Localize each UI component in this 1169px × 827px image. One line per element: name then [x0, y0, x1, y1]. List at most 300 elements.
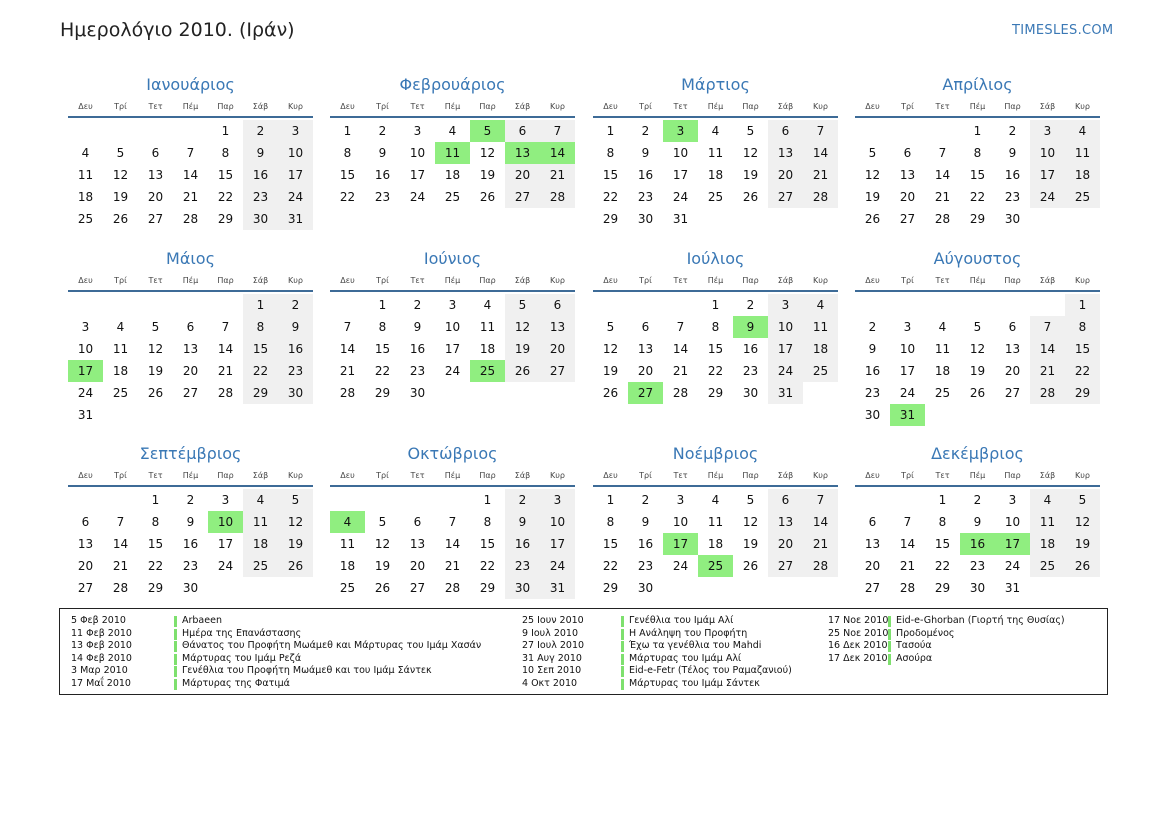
weekday-label: Παρ [742, 276, 759, 285]
holiday-marker [888, 654, 891, 665]
day-cell: 13 [1004, 342, 1021, 356]
day-cell: 29 [969, 212, 986, 226]
day-cell: 18 [339, 559, 356, 573]
holiday-name: Ασούρα [896, 652, 933, 664]
day-cell: 15 [602, 537, 619, 551]
holiday-name: Θάνατος του Προφήτη Μωάμεθ και Μάρτυρας του Ιμάμ Χασάν [182, 640, 482, 652]
day-cell: 4 [81, 146, 90, 160]
day-cell: 5 [505, 294, 540, 316]
day-cell: 19 [479, 168, 496, 182]
month-calendar [68, 247, 313, 426]
week-row [855, 294, 1100, 316]
weekday-header [330, 466, 575, 487]
day-cell: 7 [803, 120, 838, 142]
day-cell: 20 [409, 559, 426, 573]
empty-cell [68, 489, 103, 511]
day-cell: 25 [77, 212, 94, 226]
day-cell: 14 [339, 342, 356, 356]
empty-cell [103, 489, 138, 511]
holiday-date: 31 Αυγ 2010 [522, 652, 582, 664]
day-cell: 6 [641, 320, 650, 334]
day-cell: 26 [147, 386, 164, 400]
day-cell: 5 [868, 146, 877, 160]
day-cell: 6 [768, 120, 803, 142]
holiday-marker [621, 629, 624, 640]
weekday-label: Σάβ [514, 102, 531, 111]
day-cell: 1 [221, 124, 230, 138]
day-cell: 7 [803, 489, 838, 511]
day-cell: 8 [606, 515, 615, 529]
day-cell: 10 [208, 511, 243, 533]
day-cell: 30 [409, 386, 426, 400]
day-cell: 5 [151, 320, 160, 334]
empty-cell [103, 404, 138, 426]
day-cell: 8 [606, 146, 615, 160]
weekday-label: Σάβ [777, 471, 794, 480]
weekday-label: Δευ [340, 471, 355, 480]
week-row [855, 533, 1100, 555]
empty-cell [1030, 208, 1065, 230]
day-cell: 6 [1008, 320, 1017, 334]
day-cell: 28 [934, 212, 951, 226]
day-cell: 19 [742, 537, 759, 551]
week-row [68, 316, 313, 338]
holiday-marker [174, 654, 177, 665]
day-cell: 8 [151, 515, 160, 529]
day-cell: 19 [602, 364, 619, 378]
day-cell: 30 [1004, 212, 1021, 226]
empty-cell [768, 577, 803, 599]
empty-cell [400, 489, 435, 511]
week-row [593, 338, 838, 360]
weekday-label: Σάβ [252, 471, 269, 480]
weekday-label: Τετ [673, 276, 688, 285]
day-cell: 29 [243, 382, 278, 404]
empty-cell [733, 208, 768, 230]
day-cell: 30 [637, 212, 654, 226]
week-row [855, 164, 1100, 186]
weekday-label: Τετ [410, 276, 425, 285]
day-cell: 14 [934, 168, 951, 182]
day-cell: 14 [444, 537, 461, 551]
week-row [68, 142, 313, 164]
day-cell: 25 [1065, 186, 1100, 208]
empty-cell [995, 294, 1030, 316]
day-cell: 27 [77, 581, 94, 595]
week-row [330, 316, 575, 338]
day-cell: 19 [278, 533, 313, 555]
day-cell: 1 [151, 493, 160, 507]
day-cell: 8 [243, 316, 278, 338]
empty-cell [208, 294, 243, 316]
empty-cell [803, 577, 838, 599]
weekday-label: Τρί [901, 471, 914, 480]
weekday-label: Δευ [603, 102, 618, 111]
day-cell: 13 [182, 342, 199, 356]
holiday-date: 4 Οκτ 2010 [522, 677, 578, 689]
holiday-date: 17 Νοε 2010 [828, 615, 889, 626]
month-name: Φεβρουάριος [399, 75, 506, 94]
weekday-label: Κυρ [813, 276, 828, 285]
day-cell: 5 [746, 493, 755, 507]
day-cell: 17 [68, 360, 103, 382]
day-cell: 21 [899, 559, 916, 573]
weekday-label: Παρ [479, 276, 496, 285]
weekday-label: Τρί [901, 276, 914, 285]
week-row [68, 511, 313, 533]
month-name: Αύγουστος [933, 249, 1022, 268]
holiday-name: Μάρτυρας του Ιμάμ Σάντεκ [629, 677, 760, 689]
weekday-label: Τετ [410, 471, 425, 480]
day-cell: 7 [676, 320, 685, 334]
day-cell: 24 [278, 186, 313, 208]
empty-cell [663, 294, 698, 316]
holiday-marker [621, 641, 624, 652]
weekday-label: Πέμ [707, 102, 724, 111]
day-cell: 18 [1030, 533, 1065, 555]
holiday-name: Ημέρα της Επανάστασης [182, 627, 302, 639]
day-cell: 17 [672, 168, 689, 182]
day-cell: 18 [707, 168, 724, 182]
day-cell: 6 [413, 515, 422, 529]
day-cell: 6 [540, 294, 575, 316]
week-row [330, 511, 575, 533]
weekday-label: Τρί [376, 276, 389, 285]
day-cell: 1 [483, 493, 492, 507]
empty-cell [505, 382, 540, 404]
empty-cell [138, 404, 173, 426]
day-cell: 16 [409, 342, 426, 356]
day-cell: 25 [707, 190, 724, 204]
holiday-date: 10 Σεπ 2010 [522, 665, 582, 677]
day-cell: 12 [278, 511, 313, 533]
day-cell: 26 [479, 190, 496, 204]
holiday-name: Τασούα [896, 640, 932, 652]
day-cell: 15 [243, 338, 278, 360]
day-cell: 9 [1008, 146, 1017, 160]
day-cell: 13 [409, 537, 426, 551]
day-cell: 11 [77, 168, 94, 182]
empty-cell [890, 294, 925, 316]
day-cell: 21 [112, 559, 129, 573]
day-cell: 26 [505, 360, 540, 382]
week-row [593, 120, 838, 142]
holiday-marker [888, 641, 891, 652]
day-cell: 31 [1004, 581, 1021, 595]
weekday-label: Τρί [114, 276, 127, 285]
weekday-header [855, 97, 1100, 118]
month-name: Απρίλιος [942, 75, 1013, 94]
day-cell: 18 [934, 364, 951, 378]
day-cell: 25 [339, 581, 356, 595]
empty-cell [733, 577, 768, 599]
weekday-label: Παρ [1004, 102, 1021, 111]
day-cell: 28 [182, 212, 199, 226]
weekday-label: Τρί [639, 102, 652, 111]
holiday-name: Γενέθλια του Ιμάμ Αλί [629, 615, 734, 626]
empty-cell [365, 489, 400, 511]
day-cell: 8 [711, 320, 720, 334]
week-row [68, 294, 313, 316]
empty-cell [925, 404, 960, 426]
day-cell: 18 [707, 537, 724, 551]
day-cell: 22 [147, 559, 164, 573]
day-cell: 4 [938, 320, 947, 334]
weekday-header [68, 466, 313, 487]
weekday-label: Παρ [742, 471, 759, 480]
day-cell: 22 [479, 559, 496, 573]
empty-cell [1065, 577, 1100, 599]
holiday-name: Eid-e-Fetr (Τέλος του Ραμαζανιού) [629, 665, 792, 677]
empty-cell [173, 404, 208, 426]
day-cell: 10 [672, 515, 689, 529]
day-cell: 10 [1030, 142, 1065, 164]
day-cell: 5 [116, 146, 125, 160]
week-row [593, 142, 838, 164]
day-cell: 12 [112, 168, 129, 182]
weekday-label: Δευ [340, 102, 355, 111]
month-calendar [855, 442, 1100, 599]
week-row [593, 577, 838, 599]
day-cell: 10 [444, 320, 461, 334]
weekday-label: Σάβ [514, 471, 531, 480]
day-cell: 6 [903, 146, 912, 160]
day-cell: 5 [378, 515, 387, 529]
empty-cell [925, 294, 960, 316]
day-cell: 29 [602, 212, 619, 226]
day-cell: 23 [182, 559, 199, 573]
day-cell: 25 [243, 555, 278, 577]
holiday-date: 13 Φεβ 2010 [71, 640, 132, 652]
week-row [855, 120, 1100, 142]
day-cell: 29 [1065, 382, 1100, 404]
day-cell: 24 [672, 190, 689, 204]
day-cell: 23 [278, 360, 313, 382]
day-cell: 20 [768, 533, 803, 555]
day-cell: 26 [864, 212, 881, 226]
weekday-label: Σάβ [777, 102, 794, 111]
day-cell: 29 [602, 581, 619, 595]
day-cell: 28 [672, 386, 689, 400]
day-cell: 9 [186, 515, 195, 529]
empty-cell [995, 404, 1030, 426]
day-cell: 21 [540, 164, 575, 186]
day-cell: 15 [147, 537, 164, 551]
day-cell: 18 [1065, 164, 1100, 186]
weekday-header [593, 271, 838, 292]
empty-cell [768, 208, 803, 230]
day-cell: 12 [602, 342, 619, 356]
weekday-label: Κυρ [813, 102, 828, 111]
day-cell: 25 [470, 360, 505, 382]
week-row [593, 489, 838, 511]
empty-cell [173, 294, 208, 316]
day-cell: 19 [112, 190, 129, 204]
month-name: Σεπτέμβριος [139, 444, 242, 463]
empty-cell [698, 208, 733, 230]
day-cell: 27 [768, 555, 803, 577]
holiday-legend [59, 608, 1108, 695]
day-cell: 18 [479, 342, 496, 356]
holiday-marker [621, 616, 624, 627]
empty-cell [243, 404, 278, 426]
day-cell: 2 [243, 120, 278, 142]
week-row [593, 511, 838, 533]
empty-cell [470, 382, 505, 404]
day-cell: 13 [505, 142, 540, 164]
day-cell: 29 [147, 581, 164, 595]
weekday-label: Σάβ [252, 102, 269, 111]
holiday-marker [174, 616, 177, 627]
empty-cell [1030, 294, 1065, 316]
day-cell: 2 [973, 493, 982, 507]
weekday-label: Τρί [114, 471, 127, 480]
day-cell: 8 [1065, 316, 1100, 338]
week-row [855, 316, 1100, 338]
day-cell: 3 [413, 124, 422, 138]
day-cell: 20 [182, 364, 199, 378]
week-row [330, 142, 575, 164]
weekday-label: Πέμ [969, 471, 986, 480]
week-row [593, 208, 838, 230]
day-cell: 11 [934, 342, 951, 356]
empty-cell [103, 120, 138, 142]
empty-cell [103, 294, 138, 316]
day-cell: 6 [151, 146, 160, 160]
day-cell: 20 [768, 164, 803, 186]
week-row [593, 555, 838, 577]
site-link[interactable]: TIMESLES.COM [1012, 23, 1114, 38]
day-cell: 15 [969, 168, 986, 182]
day-cell: 11 [803, 316, 838, 338]
weekday-header [855, 466, 1100, 487]
day-cell: 30 [182, 581, 199, 595]
day-cell: 7 [116, 515, 125, 529]
day-cell: 4 [330, 511, 365, 533]
day-cell: 13 [899, 168, 916, 182]
day-cell: 15 [374, 342, 391, 356]
day-cell: 4 [116, 320, 125, 334]
day-cell: 9 [243, 142, 278, 164]
day-cell: 25 [698, 555, 733, 577]
weekday-label: Παρ [217, 276, 234, 285]
day-cell: 17 [444, 342, 461, 356]
empty-cell [1030, 404, 1065, 426]
day-cell: 26 [969, 386, 986, 400]
day-cell: 27 [768, 186, 803, 208]
day-cell: 8 [938, 515, 947, 529]
week-row [330, 382, 575, 404]
day-cell: 17 [217, 537, 234, 551]
day-cell: 5 [606, 320, 615, 334]
weekday-label: Δευ [865, 471, 880, 480]
day-cell: 2 [868, 320, 877, 334]
day-cell: 23 [969, 559, 986, 573]
day-cell: 11 [435, 142, 470, 164]
holiday-name: Μάρτυρας του Ιμάμ Αλί [629, 652, 742, 664]
day-cell: 6 [768, 489, 803, 511]
day-cell: 20 [77, 559, 94, 573]
holiday-date: 5 Φεβ 2010 [71, 615, 126, 626]
day-cell: 22 [707, 364, 724, 378]
holiday-date: 11 Φεβ 2010 [71, 627, 132, 639]
day-cell: 9 [641, 146, 650, 160]
weekday-label: Πέμ [444, 276, 461, 285]
empty-cell [663, 577, 698, 599]
holiday-name: Eid-e-Ghorban (Γιορτή της Θυσίας) [896, 615, 1065, 626]
weekday-header [593, 466, 838, 487]
day-cell: 3 [676, 493, 685, 507]
day-cell: 2 [641, 124, 650, 138]
day-cell: 16 [243, 164, 278, 186]
day-cell: 29 [217, 212, 234, 226]
empty-cell [208, 577, 243, 599]
day-cell: 9 [868, 342, 877, 356]
weekday-label: Δευ [78, 471, 93, 480]
day-cell: 28 [217, 386, 234, 400]
empty-cell [960, 404, 995, 426]
weekday-label: Τετ [935, 471, 950, 480]
week-row [68, 164, 313, 186]
holiday-marker [621, 666, 624, 677]
week-row [593, 382, 838, 404]
month-calendar [593, 442, 838, 599]
day-cell: 12 [864, 168, 881, 182]
weekday-label: Πέμ [707, 276, 724, 285]
weekday-label: Σάβ [1039, 102, 1056, 111]
day-cell: 7 [540, 120, 575, 142]
day-cell: 28 [899, 581, 916, 595]
weekday-label: Τρί [639, 471, 652, 480]
day-cell: 3 [221, 493, 230, 507]
day-cell: 19 [1065, 533, 1100, 555]
weekday-label: Τετ [935, 102, 950, 111]
holiday-date: 25 Νοε 2010 [828, 627, 889, 639]
day-cell: 29 [479, 581, 496, 595]
month-calendar [855, 73, 1100, 230]
day-cell: 25 [803, 360, 838, 382]
day-cell: 9 [505, 511, 540, 533]
empty-cell [1065, 404, 1100, 426]
day-cell: 21 [444, 559, 461, 573]
day-cell: 4 [243, 489, 278, 511]
day-cell: 14 [1030, 338, 1065, 360]
day-cell: 17 [1030, 164, 1065, 186]
day-cell: 3 [540, 489, 575, 511]
day-cell: 22 [934, 559, 951, 573]
day-cell: 12 [969, 342, 986, 356]
day-cell: 22 [1065, 360, 1100, 382]
month-calendar [330, 247, 575, 404]
month-name: Ιανουάριος [146, 75, 235, 94]
day-cell: 13 [540, 316, 575, 338]
day-cell: 10 [278, 142, 313, 164]
weekday-label: Σάβ [252, 276, 269, 285]
weekday-label: Δευ [78, 276, 93, 285]
day-cell: 2 [641, 493, 650, 507]
day-cell: 11 [479, 320, 496, 334]
day-cell: 16 [864, 364, 881, 378]
day-cell: 24 [768, 360, 803, 382]
day-cell: 13 [147, 168, 164, 182]
day-cell: 12 [742, 515, 759, 529]
weekday-header [855, 271, 1100, 292]
day-cell: 26 [602, 386, 619, 400]
weekday-label: Τετ [410, 102, 425, 111]
day-cell: 31 [672, 212, 689, 226]
weekday-label: Δευ [340, 276, 355, 285]
holiday-marker [621, 654, 624, 665]
